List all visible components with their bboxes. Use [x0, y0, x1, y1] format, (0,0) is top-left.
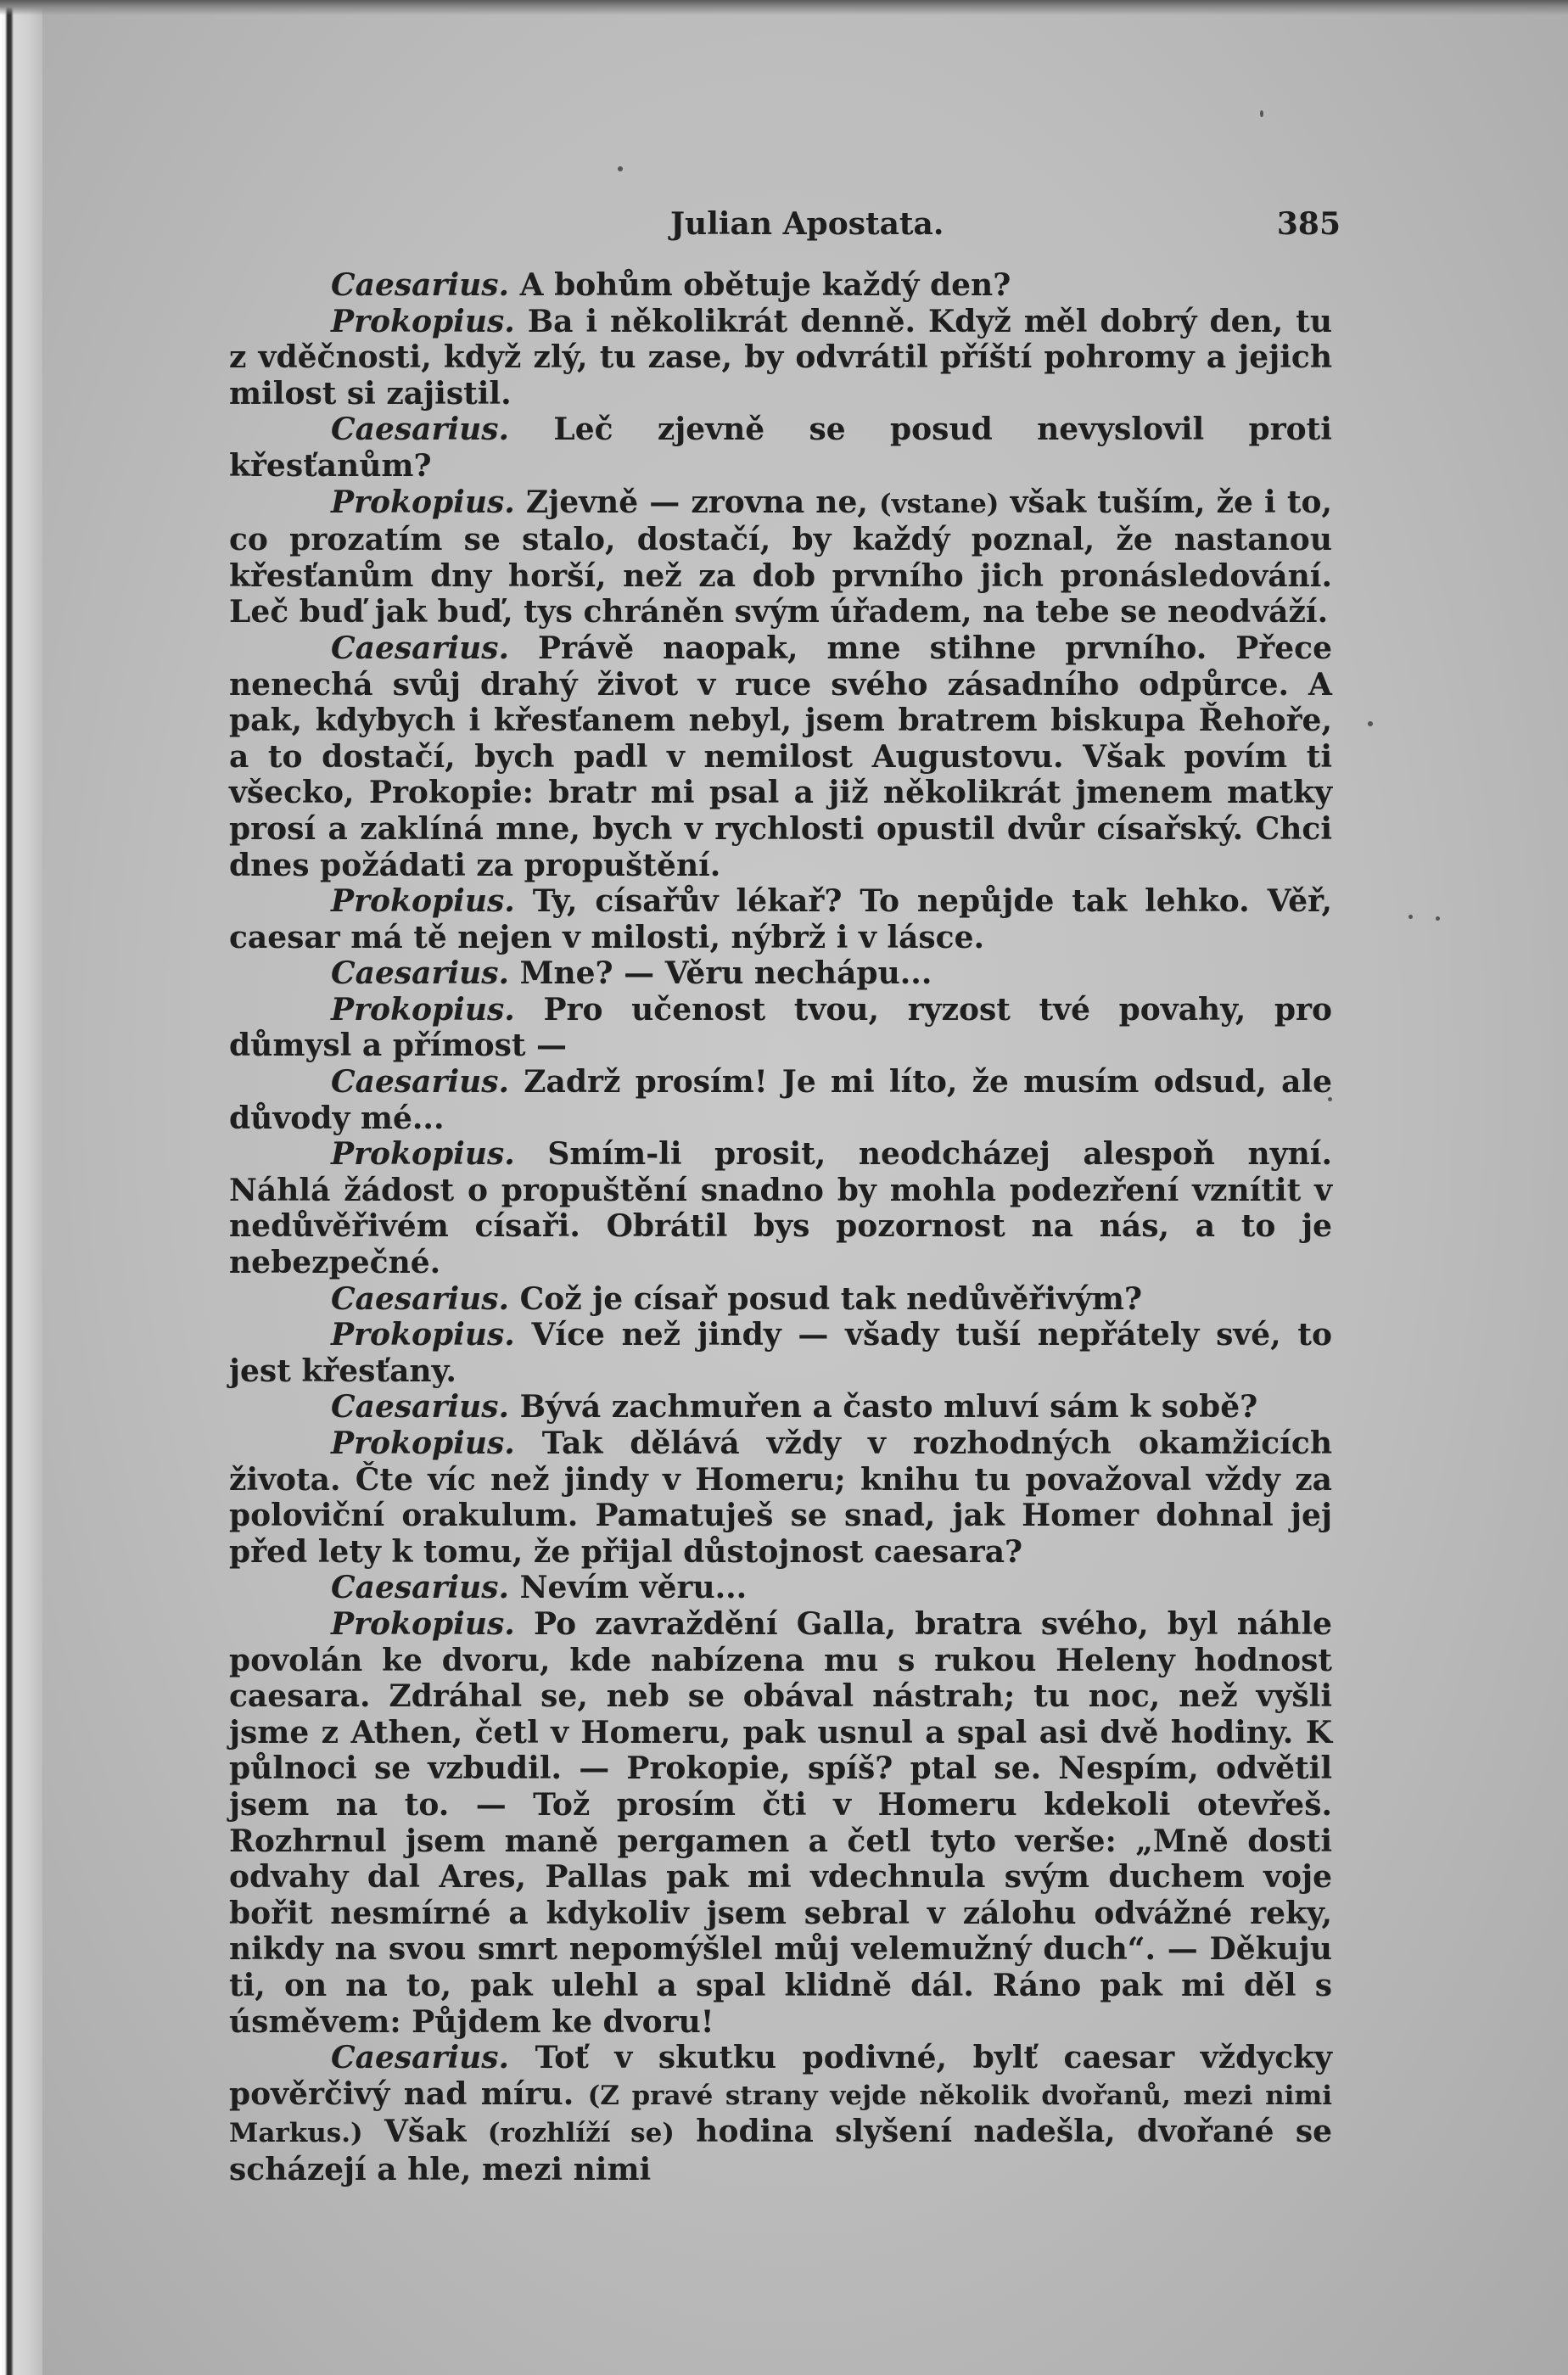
stage-direction: (vstane) [879, 488, 1000, 519]
speech-text: Pro učenost tvou, ryzost tvé povahy, pro důmysl a přímost — [229, 991, 1332, 1064]
speech-text: Smím-li prosit, neodcházej alespoň nyní. Náhlá žádost o propuštění snadno by mohla podezření vznítit v nedůvěřivém císaři. Obrátil bys pozornost na nás, a to je nebezpečné. [229, 1136, 1332, 1281]
speaker-name: Caesarius. [331, 1570, 510, 1606]
dialogue-paragraph [229, 1317, 1332, 1389]
speech-text: Bývá zachmuřen a často mluví sám k sobě? [509, 1389, 1258, 1426]
dust-speck [1368, 721, 1373, 726]
speaker-name: Prokopius. [331, 1317, 515, 1353]
dialogue-paragraph [229, 412, 1332, 484]
speech-text: hodina slyšení nadešla, dvořané se scházejí a hle, mezi nimi [229, 2114, 1332, 2187]
dialogue-paragraph [229, 1281, 1332, 1318]
top-edge-shadow [0, 0, 1568, 15]
speaker-name: Caesarius. [331, 412, 510, 448]
speaker-name: Prokopius. [331, 303, 515, 339]
dialogue-paragraph [229, 1606, 1332, 2040]
page-header [229, 191, 1341, 267]
dialogue-paragraph [229, 630, 1332, 883]
dust-speck [1436, 916, 1440, 921]
dialogue-paragraph [229, 1389, 1332, 1426]
speaker-name: Caesarius. [331, 955, 510, 992]
speech-text: Leč zjevně se posud nevyslovil proti křesťanům? [229, 412, 1332, 484]
speaker-name: Caesarius. [331, 630, 510, 666]
page-number: 385 [1276, 206, 1341, 242]
dialogue-paragraph [229, 992, 1332, 1064]
dialogue-paragraph [229, 1064, 1332, 1136]
speaker-name: Caesarius. [331, 267, 510, 303]
dialogue-paragraph [229, 955, 1332, 992]
speech-text: Tak dělává vždy v rozhodných okamžicích života. Čte víc než jindy v Homeru; knihu tu považoval vždy za poloviční orakulum. Pamatuješ se snad, jak Homer dohnal jej před lety k tomu, že přijal důstojnost caesara? [229, 1426, 1332, 1570]
speech-text: A bohům obětuje každý den? [509, 267, 1011, 303]
speaker-name: Caesarius. [331, 1064, 510, 1101]
speech-text: Ty, císařův lékař? To nepůjde tak lehko. Věř, caesar má tě nejen v milosti, nýbrž i v lásce. [229, 883, 1332, 955]
dialogue-paragraph [229, 304, 1332, 412]
running-title: Julian Apostata. [670, 206, 944, 242]
speech-text: Zadrž prosím! Je mi líto, že musím odsud, ale důvody mé... [229, 1064, 1332, 1136]
dust-speck [1408, 915, 1413, 919]
speaker-name: Caesarius. [331, 1389, 510, 1426]
speaker-name: Prokopius. [331, 1136, 515, 1173]
speaker-name: Prokopius. [331, 1605, 515, 1642]
dialogue-text [229, 267, 1332, 2187]
speaker-name: Prokopius. [331, 883, 515, 920]
speech-text: Více než jindy — všady tuší nepřátely své, to jest křesťany. [229, 1317, 1332, 1389]
book-page [229, 191, 1341, 2187]
speaker-name: Prokopius. [331, 484, 515, 520]
dialogue-paragraph [229, 1570, 1332, 1606]
dialogue-paragraph [229, 267, 1332, 304]
dialogue-paragraph [229, 485, 1332, 630]
speech-text: Ba i několikrát denně. Když měl dobrý den, tu z vděčnosti, když zlý, tu zase, by odvrátil příští pohromy a jejich milost si zajistil. [229, 303, 1332, 412]
stage-direction: (rozhlíží se) [487, 2118, 675, 2149]
speech-text: Zjevně — zrovna ne, [514, 484, 879, 520]
speaker-name: Prokopius. [331, 1426, 515, 1461]
dialogue-paragraph [229, 883, 1332, 955]
speech-text: Což je císař posud tak nedůvěřivým? [509, 1280, 1143, 1317]
speech-text: Právě naopak, mne stihne prvního. Přece nenechá svůj drahý život v ruce svého zásadního odpůrce. A pak, kdybych i křesťanem nebyl, jsem bratrem biskupa Řehoře, a to dostačí, bych padl v nemilost Augustovu. Však povím ti všecko, Prokopie: bratr mi psal a již několikrát jmenem matky prosí a zaklíná mne, bych v rychlosti opustil dvůr císařský. Chci dnes požádati za propuštění. [229, 630, 1332, 883]
speaker-name: Caesarius. [331, 2040, 510, 2076]
dialogue-paragraph [229, 1136, 1332, 1280]
speech-text: Po zavraždění Galla, bratra svého, byl náhle povolán ke dvoru, kde nabízena mu s rukou Heleny hodnost caesara. Zdráhal se, neb se obával nástrah; tu noc, než vyšli jsme z Athen, četl v Homeru, pak usnul a spal asi dvě hodiny. K půlnoci se vzbudil. — Prokopie, spíš? ptal se. Nespím, odvětil jsem na to. — Tož prosím čti v Homeru kdekoli otevřeš. Rozhrnul jsem maně pergamen a četl tyto verše: „Mně dosti odvahy dal Ares, Pallas pak mi vdechnula svým duchem voje bořit nesmírné a kdykoliv jsem sebral v zálohu odvážné reky, nikdy na svou smrt nepomýšlel můj velemužný duch“. — Děkuju ti, on na to, pak ulehl a spal klidně dál. Ráno pak mi děl s úsměvem: Půjdem ke dvoru! [229, 1605, 1332, 2040]
speaker-name: Prokopius. [331, 991, 515, 1028]
dialogue-paragraph [229, 2040, 1332, 2187]
dust-speck [618, 166, 623, 171]
speech-text: Však [362, 2114, 488, 2150]
stage-direction: (Z pravé strany vejde několik dvořanů, mezi nimi Markus.) [229, 2080, 1332, 2149]
speech-text: však tuším, že i to, co prozatím se stalo, dostačí, by každý poznal, že nastanou křesťanům dny horší, než za dob prvního jich pronásledování. Leč buď jak buď, tys chráněn svým úřadem, na tebe se neodváží. [229, 484, 1332, 630]
speaker-name: Caesarius. [331, 1280, 510, 1317]
book-binding-edge [0, 0, 42, 2375]
speech-text: Toť v skutku podivné, bylť caesar vždycky pověrčivý nad míru. [229, 2040, 1332, 2112]
speech-text: Nevím věru... [509, 1570, 748, 1606]
dust-speck [1260, 110, 1263, 117]
dialogue-paragraph [229, 1426, 1332, 1570]
speech-text: Mne? — Věru nechápu... [509, 955, 932, 992]
